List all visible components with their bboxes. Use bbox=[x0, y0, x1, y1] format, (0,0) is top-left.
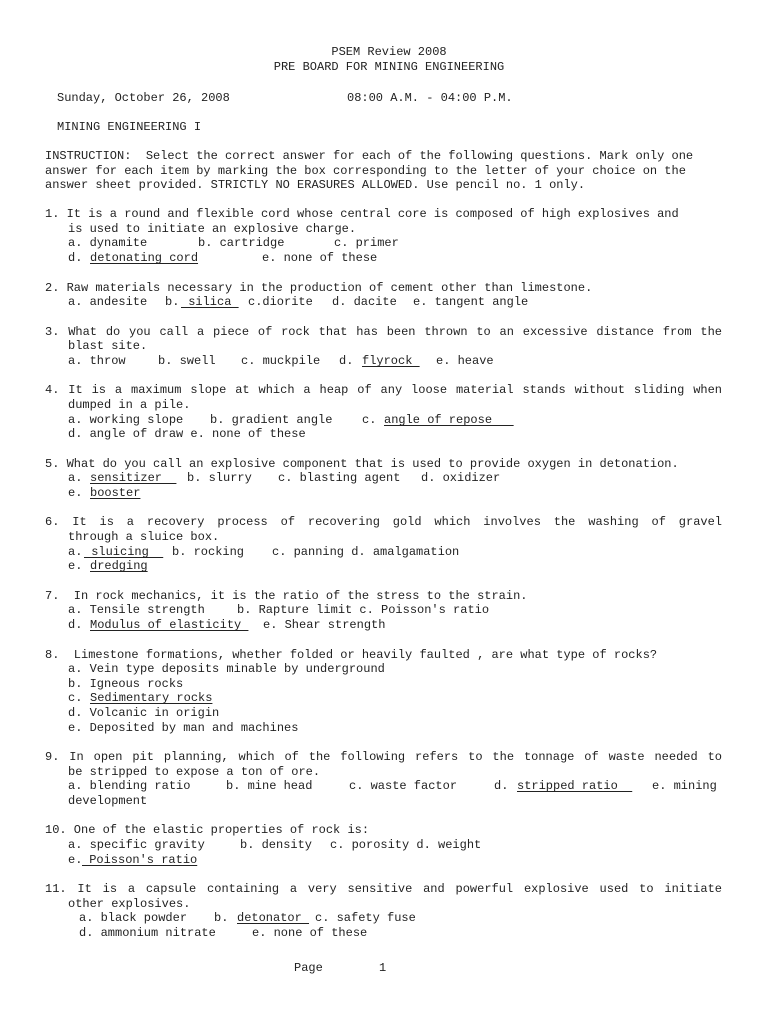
choice-10b: b. density bbox=[240, 838, 313, 852]
choice-1c: c. primer bbox=[334, 236, 399, 250]
answer-2: silica bbox=[181, 295, 239, 309]
question-11-line: other explosives. bbox=[68, 897, 191, 911]
choice-9a: a. blending ratio bbox=[68, 779, 191, 793]
page-label: Page bbox=[294, 961, 323, 975]
question-7-line: 7. In rock mechanics, it is the ratio of the stress to the strain. bbox=[45, 589, 528, 603]
choice-7bc: b. Rapture limit c. Poisson's ratio bbox=[237, 603, 490, 617]
choice-4de: d. angle of draw e. none of these bbox=[68, 427, 306, 441]
question-3-line: blast site. bbox=[68, 339, 148, 353]
choice-6e-letter: e. bbox=[68, 559, 83, 573]
choice-5a-letter: a. bbox=[68, 471, 83, 485]
choice-6b: b. rocking bbox=[172, 545, 245, 559]
choice-10cd: c. porosity d. weight bbox=[330, 838, 482, 852]
choice-2b-letter: b. bbox=[165, 295, 180, 309]
question-9-line: be stripped to expose a ton of ore. bbox=[68, 765, 321, 779]
choice-8e: e. Deposited by man and machines bbox=[68, 721, 299, 735]
choice-7e: e. Shear strength bbox=[263, 618, 386, 632]
choice-4b: b. gradient angle bbox=[210, 413, 333, 427]
exam-subject: MINING ENGINEERING I bbox=[57, 120, 202, 134]
question-1-line: is used to initiate an explosive charge. bbox=[68, 222, 357, 236]
question-8-line: 8. Limestone formations, whether folded or heavily faulted , are what type of rocks? bbox=[45, 648, 658, 662]
choice-11b-letter: b. bbox=[214, 911, 229, 925]
choice-3e: e. heave bbox=[436, 354, 494, 368]
instruction-line: INSTRUCTION: Select the correct answer for each of the following questions. Mark only one bbox=[45, 149, 694, 163]
instruction-line: answer for each item by marking the box corresponding to the letter of your choice on the bbox=[45, 164, 686, 178]
instruction-line: answer sheet provided. STRICTLY NO ERASURES ALLOWED. Use pencil no. 1 only. bbox=[45, 178, 586, 192]
answer-9: stripped ratio bbox=[517, 779, 633, 793]
choice-5c: c. blasting agent bbox=[278, 471, 401, 485]
question-9-line: 9. In open pit planning, which of the following refers to the tonnage of waste needed to bbox=[45, 750, 722, 764]
question-6-line: through a sluice box. bbox=[68, 530, 220, 544]
answer-8: Sedimentary rocks bbox=[90, 691, 213, 705]
choice-11a: a. black powder bbox=[79, 911, 188, 925]
choice-10a: a. specific gravity bbox=[68, 838, 205, 852]
answer-7: Modulus of elasticity bbox=[90, 618, 249, 632]
question-4-line: dumped in a pile. bbox=[68, 398, 191, 412]
exam-date: Sunday, October 26, 2008 bbox=[57, 91, 230, 105]
choice-9d-letter: d. bbox=[494, 779, 509, 793]
choice-10e-letter: e. bbox=[68, 853, 83, 867]
choice-3b: b. swell bbox=[158, 354, 216, 368]
choice-9e-cont: development bbox=[68, 794, 148, 808]
choice-9e: e. mining bbox=[652, 779, 717, 793]
choice-8b: b. Igneous rocks bbox=[68, 677, 184, 691]
choice-11c: c. safety fuse bbox=[315, 911, 416, 925]
answer-10: Poisson's ratio bbox=[82, 853, 198, 867]
choice-8a: a. Vein type deposits minable by underground bbox=[68, 662, 385, 676]
exam-title: PSEM Review 2008 bbox=[331, 45, 447, 59]
choice-4a: a. working slope bbox=[68, 413, 184, 427]
page-number: 1 bbox=[379, 961, 387, 975]
question-1-line: 1. It is a round and flexible cord whose central core is composed of high explosives and bbox=[45, 207, 679, 221]
choice-11d: d. ammonium nitrate bbox=[79, 926, 216, 940]
exam-time: 08:00 A.M. - 04:00 P.M. bbox=[347, 91, 513, 105]
question-10-line: 10. One of the elastic properties of rock is: bbox=[45, 823, 370, 837]
choice-6cd: c. panning d. amalgamation bbox=[272, 545, 460, 559]
choice-7a: a. Tensile strength bbox=[68, 603, 205, 617]
choice-1b: b. cartridge bbox=[198, 236, 285, 250]
answer-4: angle of repose bbox=[384, 413, 514, 427]
choice-5b: b. slurry bbox=[187, 471, 252, 485]
question-5-line: 5. What do you call an explosive component that is used to provide oxygen in detonation. bbox=[45, 457, 679, 471]
choice-6a-letter: a. bbox=[68, 545, 83, 559]
choice-2e: e. tangent angle bbox=[413, 295, 529, 309]
answer-6: sluicing bbox=[84, 545, 164, 559]
question-11-line: 11. It is a capsule containing a very sensitive and powerful explosive used to initiate bbox=[45, 882, 722, 896]
choice-2c: c.diorite bbox=[248, 295, 313, 309]
choice-5e: booster bbox=[90, 486, 141, 500]
answer-3: flyrock bbox=[362, 354, 420, 368]
choice-3a: a. throw bbox=[68, 354, 126, 368]
choice-5e-letter: e. bbox=[68, 486, 83, 500]
choice-3d-letter: d. bbox=[339, 354, 354, 368]
choice-1a: a. dynamite bbox=[68, 236, 148, 250]
choice-5d: d. oxidizer bbox=[421, 471, 501, 485]
choice-2a: a. andesite bbox=[68, 295, 148, 309]
choice-3c: c. muckpile bbox=[241, 354, 321, 368]
question-3-line: 3. What do you call a piece of rock that has been thrown to an excessive distance from the bbox=[45, 325, 722, 339]
choice-8d: d. Volcanic in origin bbox=[68, 706, 220, 720]
choice-4c-letter: c. bbox=[362, 413, 377, 427]
answer-1: detonating cord bbox=[90, 251, 199, 265]
choice-2d: d. dacite bbox=[332, 295, 397, 309]
question-4-line: 4. It is a maximum slope at which a heap of any loose material stands without sliding when bbox=[45, 383, 722, 397]
choice-6e: dredging bbox=[90, 559, 148, 573]
choice-1e: e. none of these bbox=[262, 251, 378, 265]
choice-11e: e. none of these bbox=[252, 926, 368, 940]
choice-9b: b. mine head bbox=[226, 779, 313, 793]
answer-11: detonator bbox=[237, 911, 310, 925]
choice-7d-letter: d. bbox=[68, 618, 83, 632]
choice-1d-letter: d. bbox=[68, 251, 90, 265]
question-6-line: 6. It is a recovery process of recovering gold which involves the washing of gravel bbox=[45, 515, 722, 529]
answer-5: sensitizer bbox=[90, 471, 177, 485]
question-2-line: 2. Raw materials necessary in the production of cement other than limestone. bbox=[45, 281, 593, 295]
choice-8c-letter: c. bbox=[68, 691, 83, 705]
choice-9c: c. waste factor bbox=[349, 779, 458, 793]
exam-subtitle: PRE BOARD FOR MINING ENGINEERING bbox=[273, 60, 505, 74]
